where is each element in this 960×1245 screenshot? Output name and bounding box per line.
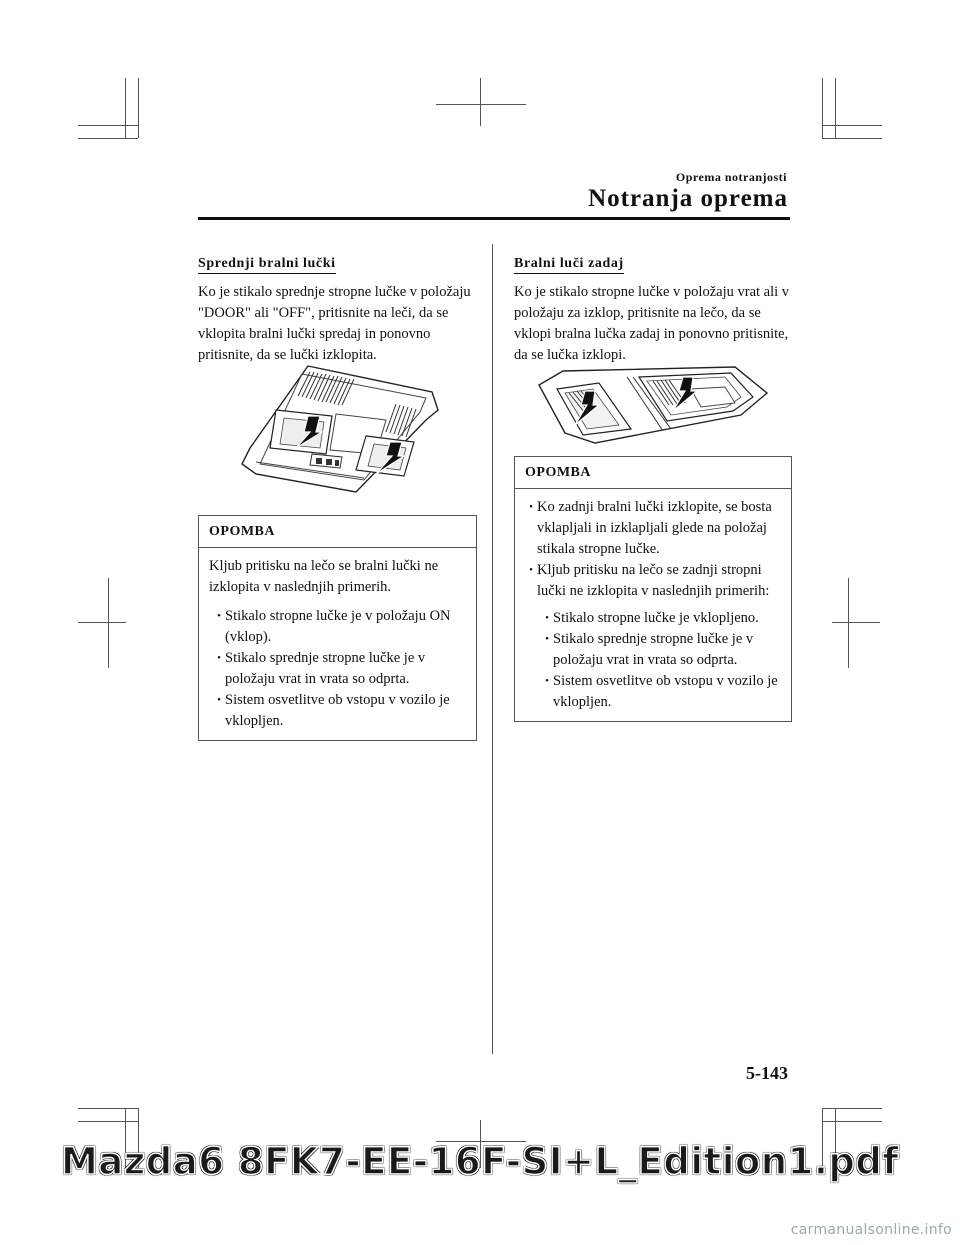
- list-item: • Stikalo sprednje stropne lučke je v položaju vrat in vrata so odprta.: [545, 631, 754, 668]
- right-column: [514, 254, 790, 366]
- left-note-box: [198, 515, 477, 741]
- list-item: • Stikalo stropne lučke je v položaju ON (vklop).: [217, 608, 451, 645]
- list-item: • Stikalo stropne lučke je vklopljeno.: [545, 610, 759, 626]
- left-note-heading: OPOMBA: [199, 516, 476, 548]
- page-number: 5-143: [746, 1063, 788, 1083]
- front-reading-lights-heading: Sprednji bralni lučki: [198, 256, 336, 274]
- column-divider: [492, 244, 493, 1054]
- rear-reading-lights-illustration: [535, 363, 771, 447]
- list-item: • Kljub pritisku na lečo se zadnji stropni lučki ne izklopita v naslednjih primerih:: [529, 562, 770, 599]
- section-title: Notranja oprema: [588, 185, 788, 212]
- footer-filename: Mazda6 8FK7-EE-16F-SI+L_Edition1.pdf: [60, 1140, 900, 1183]
- rear-reading-lights-paragraph: Ko je stikalo stropne lučke v položaju vrat ali v položaju za izklop, pritisnite na lečo, da se vklopi bralna lučka zadaj in ponovno pritisnite, da se lučka izklopi.: [514, 284, 790, 363]
- left-note-intro: Kljub pritisku na lečo se bralni lučki ne izklopita v naslednjih primerih.: [209, 558, 439, 595]
- section-subtitle: Oprema notranjosti: [675, 170, 787, 184]
- front-reading-lights-paragraph: Ko je stikalo sprednje stropne lučke v položaju "DOOR" ali "OFF", pritisnite na leči, da se vklopita bralni lučki spredaj in ponovno pritisnite, da se lučki izklopita.: [198, 284, 471, 363]
- list-item: • Sistem osvetlitve ob vstopu v vozilo je vklopljen.: [545, 673, 778, 710]
- rear-reading-lights-heading: Bralni luči zadaj: [514, 256, 624, 274]
- list-item: • Stikalo sprednje stropne lučke je v položaju vrat in vrata so odprta.: [217, 650, 426, 687]
- header-rule: [198, 217, 790, 220]
- right-note-heading: OPOMBA: [515, 457, 791, 489]
- list-item: • Ko zadnji bralni lučki izklopite, se bosta vklapljali in izklapljali glede na položaj stikala stropne lučke.: [529, 499, 772, 557]
- right-note-box: [514, 456, 792, 722]
- front-reading-lights-illustration: [236, 362, 442, 502]
- list-item: • Sistem osvetlitve ob vstopu v vozilo je vklopljen.: [217, 692, 450, 729]
- left-column: [198, 254, 475, 366]
- watermark: carmanualsonline.info: [790, 1222, 952, 1238]
